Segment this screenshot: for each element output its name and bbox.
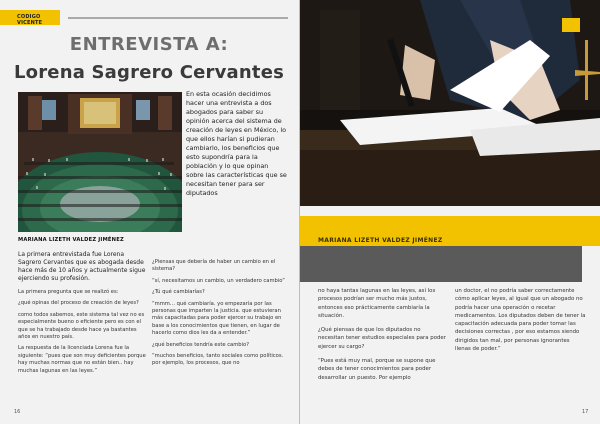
question: ¿qué beneficios tendría este cambio? — [152, 341, 249, 348]
answer: “mmm… qué cambiaría. yo empezaría por las personas que imparten la justicia. que estuvieran más capacitadas para poder ejercer su trabajo en base a los conocimientos que tienen, en lugar de hacerlo como dios les da a entender.” — [152, 300, 282, 337]
left-column-1 — [18, 251, 146, 379]
author-byline: MARIANA LIZETH VALDEZ JIMÉNEZ — [318, 237, 443, 244]
question: ¿Piensas que debería de haber un cambio en el sistema? — [152, 259, 276, 273]
paragraph: La respuesta de la licenciada Lorena fue la siguiente: “pues que son muy deficientes porque hay muchas normas que no están bien.. hay muchas lagunas en las leyes.” — [18, 345, 146, 374]
header-rule — [68, 17, 288, 19]
answer: “muchos beneficios, tanto sociales como políticos. por ejemplo, los procesos, que no — [152, 353, 284, 367]
page-number-left: 16 — [14, 409, 21, 415]
answer: un doctor, el no podría saber correctamente cómo aplicar leyes, al igual que un abogado no podría hacer una operación o recetar medicamentos. Los diputados deben de tener la capacitación adecuada para poder tomar las decisiones correctas , por eso estamos siendo dirigidos tan mal, por personas ignorantes llenas de poder.” — [455, 288, 586, 353]
signing-document-photo — [300, 0, 600, 206]
author-byline: MARIANA LIZETH VALDEZ JIMÉNEZ — [18, 237, 124, 243]
left-column-2 — [152, 259, 286, 372]
question: ¿qué opinas del proceso de creación de leyes? — [18, 300, 139, 307]
intro-paragraph: En esta ocasión decidimos hacer una entrevista a dos abogados para saber su opinión acerca del sistema de creación de leyes en México, lo que ellos harían si pudieran cambiarlo, los beneficios que esto supondría para la población y lo que opinan sobre las características que se necesitan tener para ser diputados — [186, 90, 287, 197]
right-column-1 — [318, 287, 448, 388]
decorative-bar — [300, 246, 582, 282]
page-number-right: 17 — [582, 409, 589, 415]
right-page — [300, 0, 600, 424]
left-page — [0, 0, 299, 424]
paragraph: La primera entrevistada fue Lorena Sagrero Cervantes que es abogada desde hace más de 10 años y actualmente sigue ejerciendo su profesión. — [18, 251, 146, 282]
answer: no haya tantas lagunas en las leyes, así los procesos podrían ser mucho más justos, entonces eso prácticamente cambiaría la situación. — [318, 288, 436, 319]
chamber-photo — [18, 92, 182, 232]
paragraph: La primera pregunta que se realizó es: — [18, 289, 119, 295]
section-tag — [0, 10, 60, 25]
article-title-line2: Lorena Sagrero Cervantes — [13, 62, 285, 83]
article-title-line1: ENTREVISTA A: — [69, 34, 229, 55]
answer: “Pues está muy mal, porque se supone que debes de tener conocimientos para poder desarrollar un puesto. Por ejemplo — [318, 358, 436, 381]
paragraph: como todos sabemos, este sistema tal vez no es especialmente bueno o eficiente pero es con el que se ha trabajado desde hace ya bastantes años en nuestro país. — [18, 311, 145, 341]
answer: “sí, necesitamos un cambio, un verdadero cambio” — [152, 277, 285, 284]
question: ¿Tú qué cambiarías? — [152, 289, 205, 296]
question: ¿Qué piensas de que los diputados no necesitan tener estudios especiales para poder ejercer su cargo? — [318, 327, 446, 350]
section-tag-label: CODIGO VICENTE — [17, 14, 43, 26]
right-column-2 — [455, 287, 587, 359]
